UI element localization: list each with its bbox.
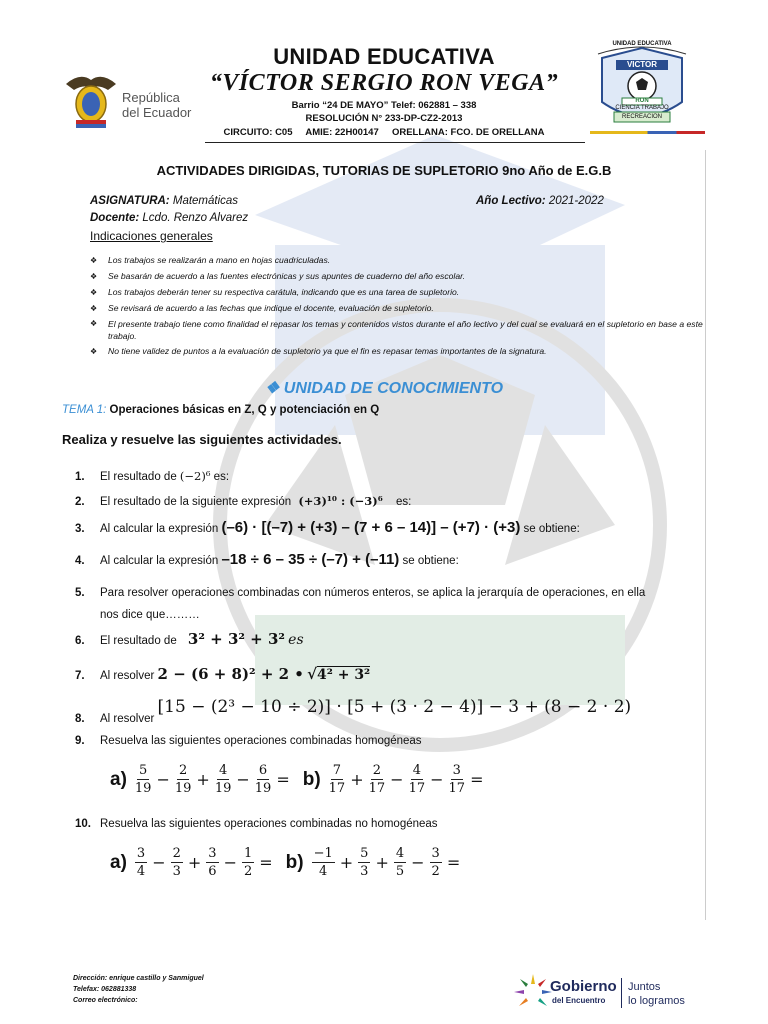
school-logo-name1: VICTOR <box>626 60 658 69</box>
footer-email: Correo electrónico: <box>73 997 138 1004</box>
fraction: $\frac{7}{17}$ <box>328 763 346 796</box>
address-line: Barrio “24 DE MAYO” Telef: 062881 – 338 <box>291 100 477 111</box>
institution-line1: UNIDAD EDUCATIVA <box>273 44 495 69</box>
question-4: 4. Al calcular la expresión –18 ÷ 6 – 35 ÷ (–7) + (–11) se obtiene: <box>75 551 459 568</box>
fraction: $\frac{4}{19}$ <box>214 763 232 796</box>
fraction: $\frac{4}{5}$ <box>395 846 405 879</box>
fraction: $\frac{3}{2}$ <box>431 846 440 879</box>
sqrt-icon: √ <box>307 665 317 683</box>
slogan-2: lo logramos <box>628 995 685 1007</box>
question-9: 9. Resuelva las siguientes operaciones combinadas homogéneas <box>75 735 422 747</box>
fraction: $\frac{2}{3}$ <box>172 846 181 879</box>
margin-line <box>705 150 706 920</box>
exercise-10: a) $\frac{3}{4}$ − $\frac{2}{3}$ + $\frac{3}{6}$ − $\frac{1}{2}$ = b) $\frac{-1}{4}$ + $\frac{5}{3}$ + $\frac{4}{5}$ − $\frac{3}{2}$ = <box>110 846 461 879</box>
document-title: ACTIVIDADES DIRIGIDAS, TUTORIAS DE SUPLETORIO 9no Año de E.G.B <box>156 163 612 178</box>
gobierno-subtext: del Encuentro <box>552 996 606 1005</box>
fraction: $\frac{4}{17}$ <box>408 763 426 796</box>
question-2: 2. El resultado de la siguiente expresión (+𝟑)¹⁰ : (−𝟑)⁶ es: <box>75 494 412 508</box>
indication-item: ❖ Se basarán de acuerdo a las fuentes electrónicas y sus apuntes de cuaderno del año escolar. <box>90 271 466 281</box>
q8-expression: [15 − (2³ − 10 ÷ 2)] · [5 + (3 · 2 − 4)] − 3 + (8 − 2 · 2) <box>157 697 632 717</box>
resolution-line: RESOLUCIÓN N° 233-DP-CZ2-2013 <box>305 113 463 124</box>
fraction: $\frac{1}{2}$ <box>243 846 253 879</box>
indication-item: ❖ Los trabajos se realizarán a mano en hojas cuadriculadas. <box>90 255 331 265</box>
fraction: $\frac{-1}{4}$ <box>313 846 333 879</box>
question-3: 3. Al calcular la expresión (–6) · [(–7) + (+3) – (7 + 6 – 14)] – (+7) · (+3) se obtiene: <box>75 519 580 536</box>
teacher-label: Docente: <box>90 212 140 224</box>
gobierno-text: Gobierno <box>550 978 617 995</box>
ecuador-text-2: del Ecuador <box>122 105 192 120</box>
school-logo-name2: RON <box>635 98 649 104</box>
question-7: 7. Al resolver 2 − (6 + 8)² + 2 • √4² + 3² <box>75 665 371 683</box>
fraction: $\frac{5}{19}$ <box>134 763 152 796</box>
q7-radicand: 4² + 3² <box>316 667 371 683</box>
bullet-icon: ❖ <box>90 319 98 328</box>
teacher-value: Lcdo. Renzo Alvarez <box>142 212 249 224</box>
indication-item: ❖ No tiene validez de puntos a la evaluación de supletorio ya que el fin es repasar temas importantes de la signatura. <box>90 346 547 356</box>
question-1: 1. El resultado de (−2)⁶ es: <box>75 469 230 483</box>
header-rule <box>205 142 585 143</box>
fraction: $\frac{2}{19}$ <box>174 763 192 796</box>
fraction: $\frac{3}{4}$ <box>136 846 146 879</box>
subject-row <box>90 195 238 207</box>
q7-expression: 2 − (6 + 8)² + 2 • <box>157 665 304 683</box>
instruction: Realiza y resuelve las siguientes actividades. <box>62 432 342 447</box>
school-logo-motto: CIENCIA TRABAJO <box>615 105 669 111</box>
subject-value: Matemáticas <box>172 195 239 207</box>
indications-list <box>90 254 705 358</box>
year-value: 2021-2022 <box>548 195 604 207</box>
ecuador-text-1: República <box>122 90 180 105</box>
q4-expression: –18 ÷ 6 – 35 ÷ (–7) + (–11) <box>221 551 400 568</box>
footer-phone: Telefax: 062881338 <box>73 986 137 993</box>
bullet-icon: ❖ <box>90 304 98 313</box>
teacher-row <box>90 212 248 224</box>
indication-item: ❖ Se revisará de acuerdo a las fechas que indique el docente, evaluación de supletorio. <box>90 303 434 313</box>
indications-title: Indicaciones generales <box>90 229 213 243</box>
indication-item: ❖ El presente trabajo tiene como finalidad el repasar los temas y contenidos vistos durante el año lectivo y del cual se evaluará en el supletorio en base a este trabajo. <box>90 319 703 341</box>
question-6: 6. El resultado de 3² + 3² + 3² es <box>75 630 304 648</box>
fraction: $\frac{6}{19}$ <box>254 763 272 796</box>
exercise-9: a) $\frac{5}{19}$ − $\frac{2}{19}$ + $\frac{4}{19}$ − $\frac{6}{19}$ = b) $\frac{7}{17}$ + $\frac{2}{17}$ − $\frac{4}{17}$ − $\frac{3}{17}$ = <box>110 763 484 796</box>
indication-item: ❖ Los trabajos deberán tener su respectiva carátula, indicando que es una tarea de supletorio. <box>90 287 460 297</box>
fraction: $\frac{2}{17}$ <box>368 763 386 796</box>
school-logo-bottom: RECREACION <box>621 114 662 120</box>
q6-expression: 3² + 3² + 3² <box>187 630 285 648</box>
gobierno-logo <box>510 968 710 1018</box>
slogan-1: Juntos <box>628 981 661 993</box>
footer-address: Dirección: enrique castillo y Sanmiguel <box>73 975 204 982</box>
q3-expression: (–6) · [(–7) + (+3) – (7 + 6 – 14)] – (+7) · (+3) <box>221 519 521 536</box>
year-label: Año Lectivo: <box>476 195 546 207</box>
q2-expression: (+𝟑)¹⁰ : (−𝟑)⁶ <box>298 494 383 508</box>
question-5: 5. Para resolver operaciones combinadas con números enteros, se aplica la jerarquía de operaciones, en ella nos dice que……… <box>75 587 646 621</box>
bullet-icon: ❖ <box>90 256 98 265</box>
bullet-icon: ❖ <box>90 288 98 297</box>
fraction: $\frac{3}{6}$ <box>208 846 217 879</box>
logo-divider <box>621 978 622 1008</box>
bullet-icon: ❖ <box>90 272 98 281</box>
subject-label: ASIGNATURA: <box>90 195 170 207</box>
fraction: $\frac{3}{17}$ <box>448 763 466 796</box>
q1-expression: (−2)⁶ <box>179 469 211 483</box>
institution-line2: “VÍCTOR SERGIO RON VEGA” <box>209 70 559 96</box>
question-8: 8. Al resolver [15 − (2³ − 10 ÷ 2)] · [5 + (3 · 2 − 4)] − 3 + (8 − 2 · 2) <box>75 697 632 725</box>
question-10: 10. Resuelva las siguientes operaciones combinadas no homogéneas <box>75 818 438 830</box>
details-line: CIRCUITO: C05 AMIE: 22H00147 ORELLANA: FCO. DE ORELLANA <box>223 127 545 138</box>
tema-text: Operaciones básicas en Z, Q y potenciación en Q <box>109 404 380 416</box>
school-logo-top: UNIDAD EDUCATIVA <box>612 41 672 47</box>
bullet-icon: ❖ <box>90 347 98 356</box>
tema-line <box>62 404 379 416</box>
year-row <box>476 195 604 207</box>
fraction: $\frac{5}{3}$ <box>360 846 369 879</box>
tema-label: TEMA 1: <box>62 404 107 416</box>
unit-title: ❖ UNIDAD DE CONOCIMIENTO <box>264 380 504 397</box>
